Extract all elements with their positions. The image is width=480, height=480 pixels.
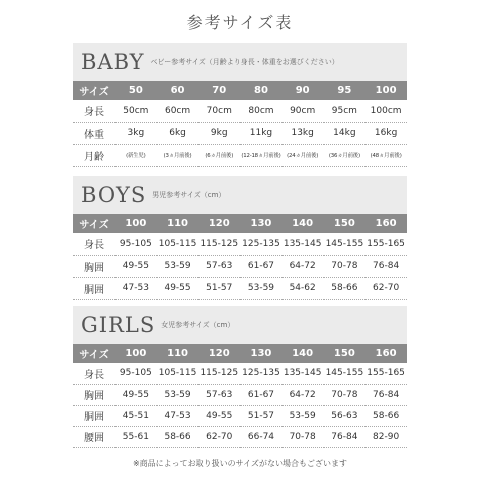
boys-section (73, 176, 407, 300)
header-cell: 80 (240, 81, 282, 100)
table-cell: 49-55 (115, 255, 157, 277)
table-cell: 53-59 (157, 384, 199, 405)
table-cell: 58-66 (365, 405, 407, 426)
table-cell: 54-62 (282, 277, 324, 299)
table-cell: 82-90 (365, 426, 407, 447)
table-cell: 125-135 (240, 233, 282, 255)
table-cell: 62-70 (198, 426, 240, 447)
table-cell: 51-57 (240, 405, 282, 426)
girls-section-subtitle: 女児参考サイズ（cm） (161, 321, 235, 329)
table-row (73, 426, 407, 447)
row-label: 身長 (73, 100, 115, 122)
table-cell: (3ヵ月前後) (157, 144, 199, 166)
table-cell: (36ヵ月前後) (324, 144, 366, 166)
table-row (73, 233, 407, 255)
boys-size-table (73, 214, 407, 300)
table-cell: (24ヵ月前後) (282, 144, 324, 166)
table-cell: 53-59 (240, 277, 282, 299)
table-cell: (12-18ヵ月前後) (240, 144, 282, 166)
header-cell: 150 (324, 344, 366, 363)
table-cell: 95-105 (115, 363, 157, 384)
table-row (73, 255, 407, 277)
header-cell: 150 (324, 214, 366, 233)
header-cell: 160 (365, 344, 407, 363)
header-cell: 110 (157, 214, 199, 233)
table-row (73, 144, 407, 166)
row-label: 身長 (73, 363, 115, 384)
table-cell: 49-55 (115, 384, 157, 405)
table-cell: 76-84 (365, 384, 407, 405)
girls-section (73, 306, 407, 448)
row-label: 胸囲 (73, 384, 115, 405)
table-row (73, 122, 407, 144)
girls-size-table (73, 344, 407, 448)
table-header-row (73, 214, 407, 233)
table-cell: 76-84 (324, 426, 366, 447)
header-cell: 95 (324, 81, 366, 100)
table-cell: 3kg (115, 122, 157, 144)
table-cell: 145-155 (324, 363, 366, 384)
table-cell: 50cm (115, 100, 157, 122)
table-cell: 16kg (365, 122, 407, 144)
table-cell: 70cm (198, 100, 240, 122)
header-cell: 60 (157, 81, 199, 100)
table-cell: 9kg (198, 122, 240, 144)
row-label: 腰囲 (73, 426, 115, 447)
header-cell: 130 (240, 214, 282, 233)
table-cell: 55-61 (115, 426, 157, 447)
table-cell: 95cm (324, 100, 366, 122)
table-cell: 90cm (282, 100, 324, 122)
table-cell: 57-63 (198, 255, 240, 277)
table-cell: 80cm (240, 100, 282, 122)
boys-section-title: BOYS (81, 183, 147, 207)
row-label: 体重 (73, 122, 115, 144)
table-header-row (73, 344, 407, 363)
table-cell: 51-57 (198, 277, 240, 299)
baby-section-subtitle: ベビー参考サイズ（月齢より身長・体重をお選びください） (150, 58, 339, 66)
table-cell: 70-78 (324, 384, 366, 405)
table-cell: (6ヵ月前後) (198, 144, 240, 166)
header-cell: 120 (198, 214, 240, 233)
table-cell: 49-55 (157, 277, 199, 299)
baby-size-table (73, 81, 407, 167)
table-cell: 56-63 (324, 405, 366, 426)
table-cell: 53-59 (157, 255, 199, 277)
table-cell: 11kg (240, 122, 282, 144)
table-row (73, 100, 407, 122)
header-cell: 100 (365, 81, 407, 100)
header-cell: 70 (198, 81, 240, 100)
table-cell: 64-72 (282, 255, 324, 277)
table-cell: 155-165 (365, 233, 407, 255)
boys-header-band (73, 176, 407, 214)
table-cell: 155-165 (365, 363, 407, 384)
header-cell: 130 (240, 344, 282, 363)
row-label: 月齢 (73, 144, 115, 166)
table-cell: 58-66 (324, 277, 366, 299)
table-cell: 64-72 (282, 384, 324, 405)
table-cell: 100cm (365, 100, 407, 122)
header-cell: サイズ (73, 81, 115, 100)
row-label: 身長 (73, 233, 115, 255)
header-cell: 160 (365, 214, 407, 233)
table-cell: (新生児) (115, 144, 157, 166)
table-cell: 145-155 (324, 233, 366, 255)
header-cell: サイズ (73, 344, 115, 363)
table-cell: 13kg (282, 122, 324, 144)
table-cell: 125-135 (240, 363, 282, 384)
row-label: 胸囲 (73, 255, 115, 277)
header-cell: 140 (282, 214, 324, 233)
row-label: 胴囲 (73, 277, 115, 299)
table-cell: 70-78 (324, 255, 366, 277)
baby-section-title: BABY (81, 50, 145, 74)
table-row (73, 405, 407, 426)
footnote: ※商品によってお取り扱いのサイズがない場合もございます (132, 459, 348, 468)
girls-header-band (73, 306, 407, 344)
table-cell: 47-53 (115, 277, 157, 299)
boys-section-subtitle: 男児参考サイズ（cm） (152, 191, 226, 199)
table-row (73, 384, 407, 405)
baby-header-band (73, 43, 407, 81)
table-cell: (48ヵ月前後) (365, 144, 407, 166)
header-cell: 100 (115, 344, 157, 363)
table-cell: 115-125 (198, 233, 240, 255)
table-cell: 6kg (157, 122, 199, 144)
table-cell: 45-51 (115, 405, 157, 426)
table-cell: 70-78 (282, 426, 324, 447)
header-cell: 90 (282, 81, 324, 100)
table-cell: 105-115 (157, 233, 199, 255)
table-cell: 61-67 (240, 255, 282, 277)
table-cell: 95-105 (115, 233, 157, 255)
header-cell: 140 (282, 344, 324, 363)
table-row (73, 277, 407, 299)
table-cell: 47-53 (157, 405, 199, 426)
header-cell: 50 (115, 81, 157, 100)
header-cell: サイズ (73, 214, 115, 233)
table-cell: 49-55 (198, 405, 240, 426)
table-cell: 105-115 (157, 363, 199, 384)
header-cell: 100 (115, 214, 157, 233)
table-cell: 57-63 (198, 384, 240, 405)
table-cell: 135-145 (282, 233, 324, 255)
header-cell: 110 (157, 344, 199, 363)
row-label: 胴囲 (73, 405, 115, 426)
table-header-row (73, 81, 407, 100)
table-cell: 115-125 (198, 363, 240, 384)
baby-section (73, 43, 407, 167)
table-cell: 76-84 (365, 255, 407, 277)
table-cell: 60cm (157, 100, 199, 122)
table-cell: 14kg (324, 122, 366, 144)
header-cell: 120 (198, 344, 240, 363)
table-cell: 61-67 (240, 384, 282, 405)
table-row (73, 363, 407, 384)
girls-section-title: GIRLS (81, 313, 156, 337)
table-cell: 53-59 (282, 405, 324, 426)
table-cell: 58-66 (157, 426, 199, 447)
page-title: 参考サイズ表 (186, 13, 294, 32)
table-cell: 135-145 (282, 363, 324, 384)
table-cell: 66-74 (240, 426, 282, 447)
table-cell: 62-70 (365, 277, 407, 299)
